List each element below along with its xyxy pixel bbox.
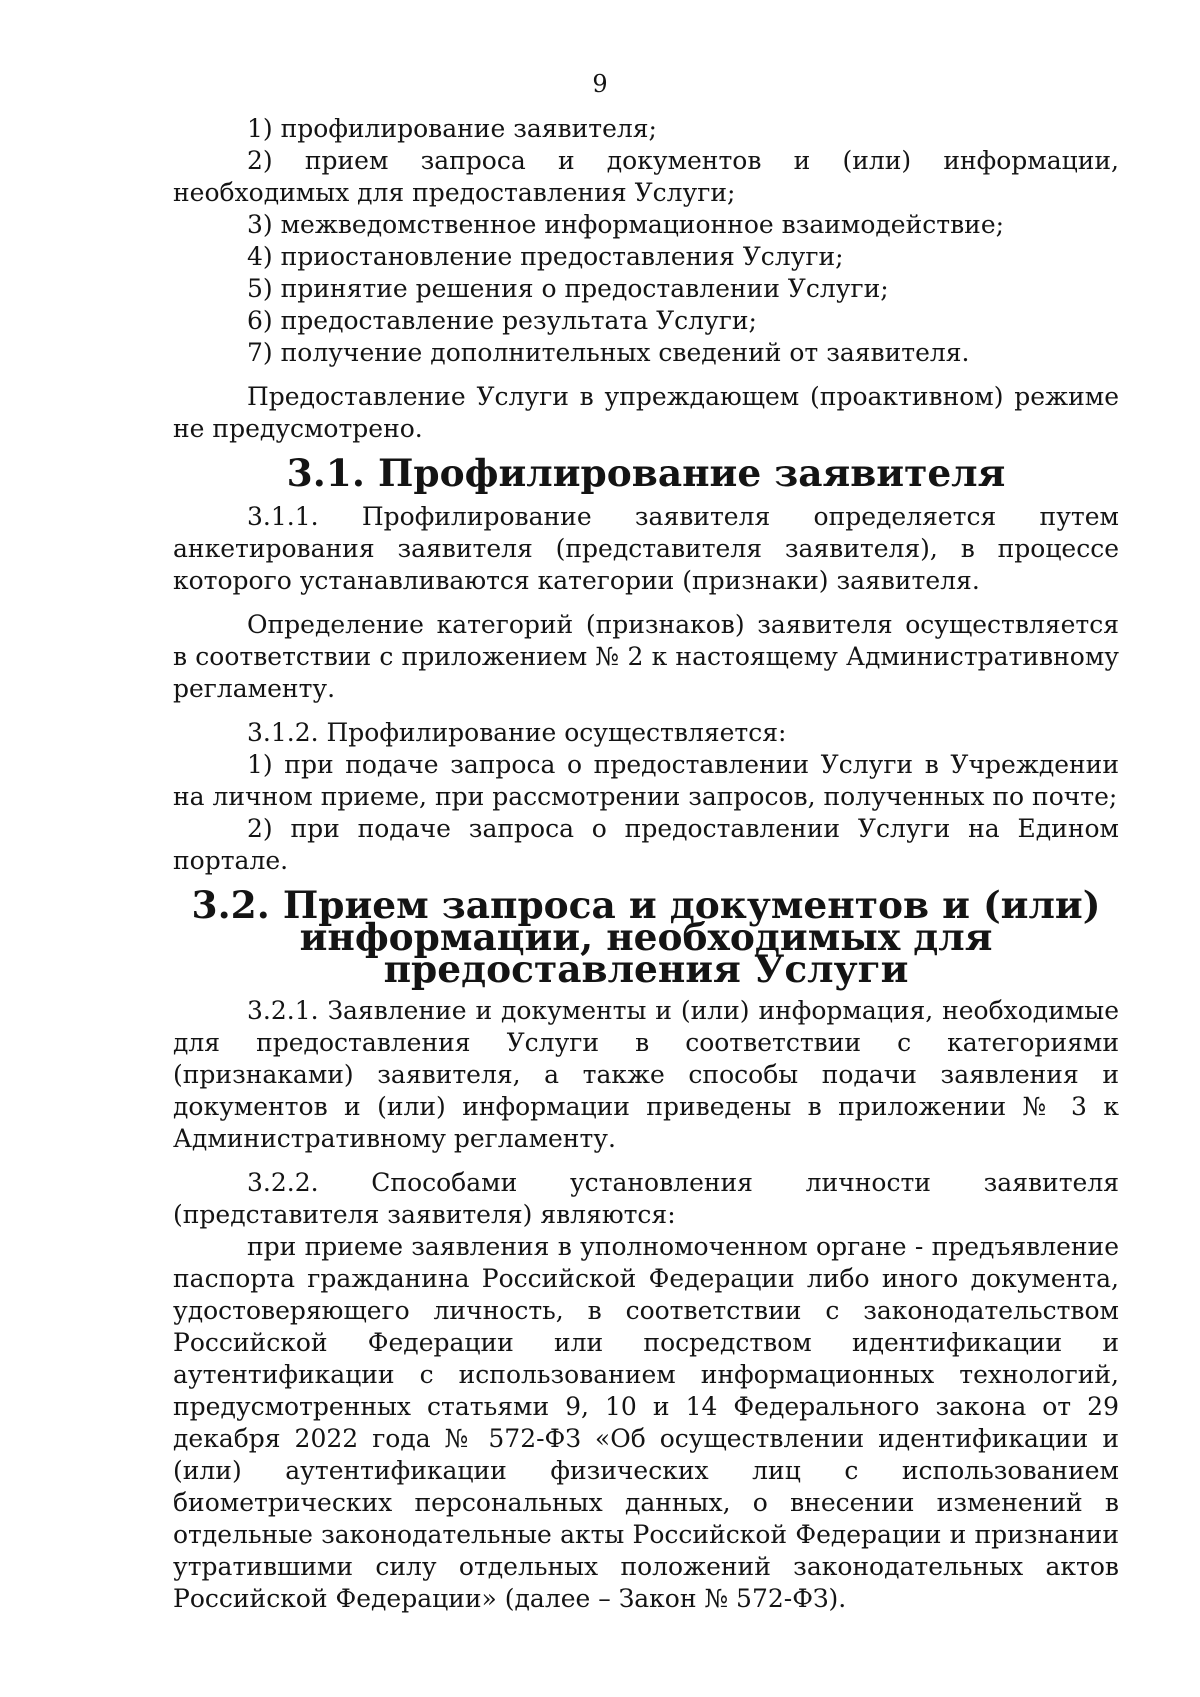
paragraph: при приеме заявления в уполномоченном органе - предъявление паспорта гражданина Российской Федерации либо иного документа, удостоверяющего личность, в соответствии с законодательством Российской Федерации или посредством идентификации и аутентификации с использованием информационных технологий, предусмотренных статьями 9, 10 и 14 Федерального закона от 29 декабря 2022 года № 572-ФЗ «Об осуществлении идентификации и (или) аутентификации физических лиц с использованием биометрических персональных данных, о внесении изменений в отдельные законодательные акты Российской Федерации и признании утратившими силу отдельных положений законодательных актов Российской Федерации» (далее – Закон № 572-ФЗ). <box>173 1232 1119 1613</box>
list-item: 6) предоставление результата Услуги; <box>247 306 757 335</box>
document-body <box>173 113 1119 1615</box>
paragraph: 3.2.2. Способами установления личности заявителя (представителя заявителя) являются: <box>173 1168 1119 1229</box>
list-item: 7) получение дополнительных сведений от заявителя. <box>247 338 970 367</box>
list-item: 4) приостановление предоставления Услуги; <box>247 242 844 271</box>
page-number: 9 <box>592 70 608 98</box>
paragraph: 3.1.1. Профилирование заявителя определяется путем анкетирования заявителя (представителя заявителя), в процессе которого устанавливаются категории (признаки) заявителя. <box>173 502 1119 595</box>
paragraph: 3.2.1. Заявление и документы и (или) информация, необходимые для предоставления Услуги в соответствии с категориями (признаками) заявителя, а также способы подачи заявления и документов и (или) информации приведены в приложении № 3 к Административному регламенту. <box>173 996 1119 1153</box>
list-item: 2) прием запроса и документов и (или) информации, необходимых для предоставления Услуги; <box>173 146 1119 207</box>
list-item: 3) межведомственное информационное взаимодействие; <box>247 210 1005 239</box>
proactive-note: Предоставление Услуги в упреждающем (проактивном) режиме не предусмотрено. <box>173 382 1119 443</box>
section-3-2-heading-line2: предоставления Услуги <box>383 947 909 991</box>
paragraph: Определение категорий (признаков) заявителя осуществляется в соответствии с приложением № 2 к настоящему Административному регламенту. <box>173 610 1119 703</box>
section-3-2-heading-line1: 3.2. Прием запроса и документов и (или) информации, необходимых для <box>191 883 1101 959</box>
paragraph: 1) при подаче запроса о предоставлении Услуги в Учреждении на личном приеме, при рассмотрении запросов, полученных по почте; <box>173 750 1119 811</box>
list-item: 5) принятие решения о предоставлении Услуги; <box>247 274 889 303</box>
paragraph: 2) при подаче запроса о предоставлении Услуги на Едином портале. <box>173 814 1119 875</box>
paragraph: 3.1.2. Профилирование осуществляется: <box>247 718 787 747</box>
list-item: 1) профилирование заявителя; <box>247 114 657 143</box>
section-3-1-heading: 3.1. Профилирование заявителя <box>286 451 1006 495</box>
